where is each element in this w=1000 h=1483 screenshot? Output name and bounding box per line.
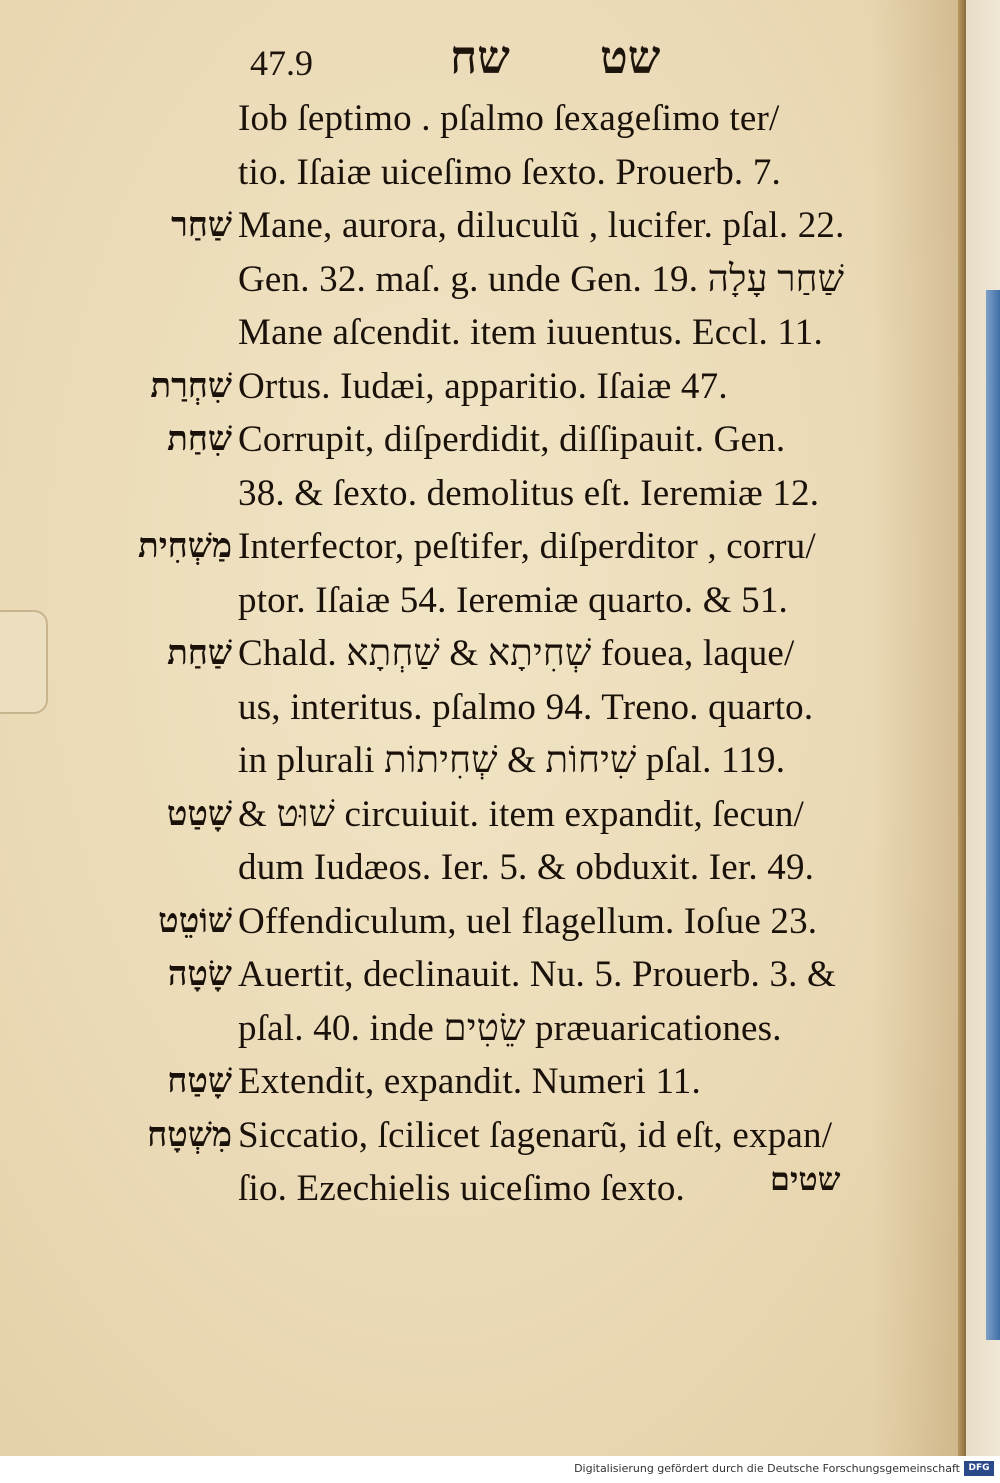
- folio-number: 47.9: [250, 43, 313, 83]
- latin-text: dum Iudæos. Ier. 5. & obduxit. Ier. 49.: [238, 847, 815, 888]
- text-line: [0, 360, 962, 414]
- book-gutter: [958, 0, 966, 1456]
- running-header: [240, 30, 700, 90]
- latin-text: tio. Iſaiæ uiceſimo ſexto. Prouerb. 7.: [238, 151, 781, 193]
- latin-text: Chald. שְׁחִיתָא & שַׁחְתָא fouea, laque/: [238, 633, 795, 674]
- latin-text: Mane aſcendit. item iuuentus. Eccl. 11.: [238, 312, 823, 353]
- latin-text: pſal. 40. inde שֵׂטִים præuaricationes.: [238, 1007, 782, 1049]
- text-line: [0, 788, 962, 842]
- text-line: [0, 413, 962, 467]
- latin-text: Ortus. Iudæi, apparitio. Iſaiæ 47.: [238, 365, 728, 407]
- latin-text: us, interitus. pſalmo 94. Treno. quarto.: [238, 686, 814, 728]
- hebrew-headword: מִשְׁטָח: [147, 1114, 232, 1155]
- text-line: [0, 895, 962, 949]
- hebrew-headword: שָׁטַט: [166, 793, 232, 834]
- latin-text: Mane, aurora, diluculũ , lucifer. pſal. 22.: [238, 205, 845, 246]
- hebrew-headword: מַשְׁחִית: [138, 526, 232, 566]
- text-line: [0, 92, 962, 146]
- text-line: [0, 841, 962, 895]
- text-line: [0, 467, 962, 521]
- text-line: [0, 948, 962, 1002]
- latin-text: Interfector, peſtifer, diſperditor , corru/: [238, 526, 816, 567]
- latin-text: Extendit, expandit. Numeri 11.: [238, 1061, 701, 1102]
- header-hebrew-right: שט: [600, 30, 661, 84]
- latin-text: Corrupit, diſperdidit, diſſipauit. Gen.: [238, 419, 786, 460]
- latin-text: ptor. Iſaiæ 54. Ieremiæ quarto. & 51.: [238, 579, 788, 621]
- dictionary-entries: [0, 92, 962, 1216]
- hebrew-headword: שָׂטָה: [167, 954, 232, 994]
- text-line: [0, 306, 962, 360]
- text-line: [0, 1109, 962, 1163]
- latin-text: Auertit, declinauit. Nu. 5. Prouerb. 3. &: [238, 954, 837, 995]
- text-line: [0, 253, 962, 307]
- latin-text: & שׁוּט circuiuit. item expandit, ſecun/: [238, 793, 805, 835]
- dfg-logo: DFG: [964, 1461, 994, 1476]
- hebrew-headword: שִׁחַת: [167, 419, 232, 459]
- latin-text: ſio. Ezechielis uiceſimo ſexto.: [238, 1168, 685, 1209]
- catchword: שטים: [770, 1160, 841, 1198]
- text-line: [0, 1055, 962, 1109]
- latin-text: Offendiculum, uel flagellum. Ioſue 23.: [238, 900, 818, 942]
- text-line: [0, 681, 962, 735]
- text-line: [0, 146, 962, 200]
- latin-text: Iob ſeptimo . pſalmo ſexageſimo ter/: [238, 98, 780, 139]
- text-line: [0, 627, 962, 681]
- text-line: [0, 574, 962, 628]
- footer-credit: Digitalisierung gefördert durch die Deutsche Forschungsgemeinschaft: [574, 1462, 960, 1475]
- header-hebrew-left: שח: [450, 30, 510, 84]
- text-line: [0, 520, 962, 574]
- latin-text: 38. & ſexto. demolitus eſt. Ieremiæ 12.: [238, 472, 820, 514]
- hebrew-headword: שׁוֹטֵט: [158, 900, 232, 941]
- hebrew-headword: שִׁחְרַת: [150, 365, 232, 406]
- text-line: [0, 199, 962, 253]
- latin-text: Gen. 32. maſ. g. unde Gen. 19. שַׁחַר עָלָה: [238, 258, 845, 300]
- latin-text: Siccatio, ſcilicet ſagenarũ, id eſt, expan/: [238, 1114, 833, 1156]
- text-line: [0, 1002, 962, 1056]
- book-edge-strip: [986, 290, 1000, 1340]
- hebrew-headword: שָׁטַח: [167, 1061, 232, 1101]
- viewer-footer: [0, 1456, 1000, 1483]
- hebrew-headword: שַׁחַר: [171, 205, 232, 245]
- hebrew-headword: שַׁחַת: [167, 633, 232, 673]
- text-line: [0, 734, 962, 788]
- latin-text: in plurali שִׁיחוֹת & שְׁחִיתוֹת pſal. 119.: [238, 740, 786, 781]
